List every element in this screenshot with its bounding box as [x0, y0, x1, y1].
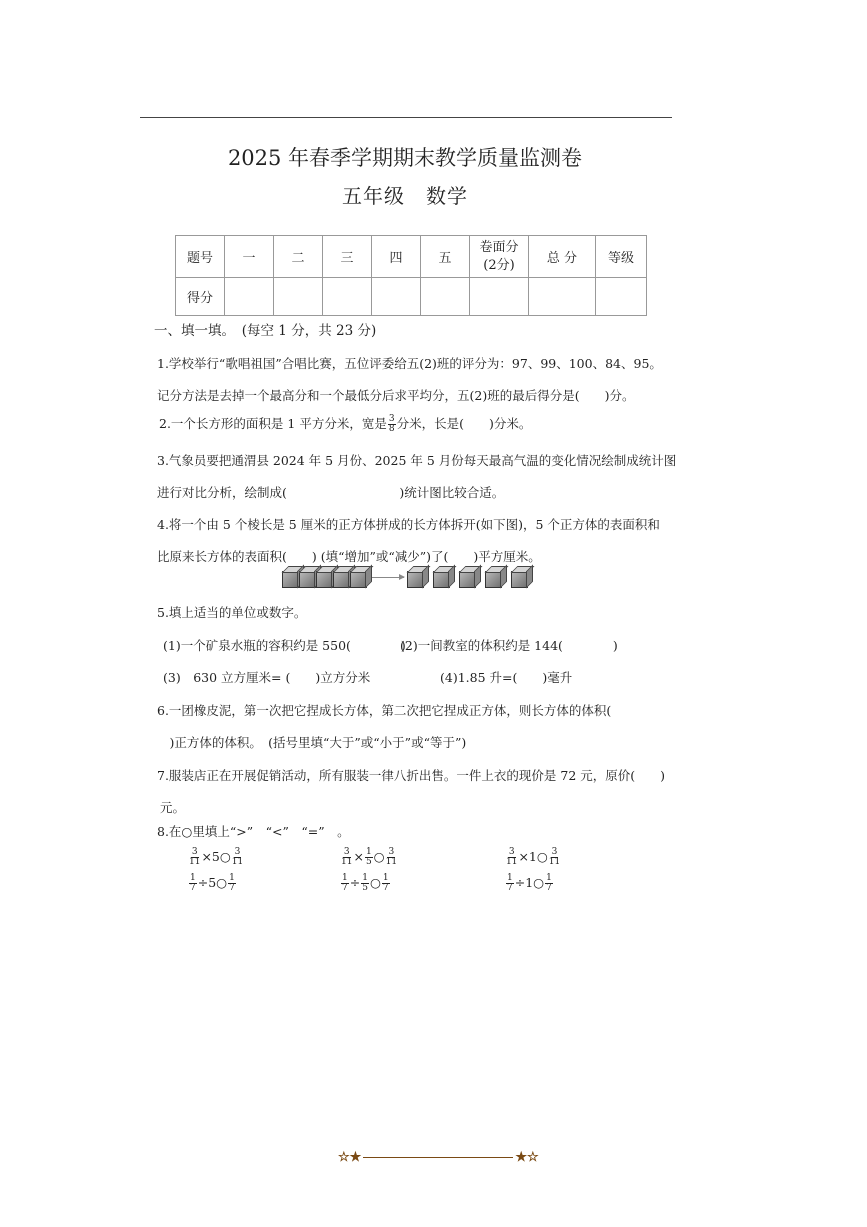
frac-den: 11	[506, 857, 518, 867]
question-4-line-1: 4.将一个由 5 个棱长是 5 厘米的正方体拼成的长方体拆开(如下图)，5 个正方体的表面积和	[157, 517, 660, 532]
score-blank	[470, 278, 529, 316]
question-5-part-1: (1)一个矿泉水瓶的容积约是 550( )	[163, 638, 406, 653]
frac-den: 7	[546, 883, 552, 893]
frac-num: 3	[551, 847, 558, 857]
score-table-score-row	[176, 278, 647, 316]
compare-r1-c3	[505, 848, 561, 867]
score-blank	[274, 278, 323, 316]
question-7-line-2: 元。	[160, 800, 186, 815]
cell-q1: 一	[225, 236, 274, 278]
frac-den: 7	[229, 883, 235, 893]
compare-r1-c1	[188, 848, 244, 867]
score-table-header-row	[176, 236, 647, 278]
cell-q3: 三	[323, 236, 372, 278]
compare-op: ÷5○	[197, 875, 228, 890]
compare-op: ○	[373, 849, 385, 864]
fraction	[506, 874, 514, 893]
compare-op: ×5○	[201, 849, 231, 864]
question-5-part-4: (4)1.85 升=( )毫升	[440, 670, 573, 685]
question-6-line-2: )正方体的体积。 (括号里填“大于”或“小于”或“等于”)	[157, 735, 467, 750]
frac-den: 7	[190, 883, 196, 893]
cube-icon	[433, 571, 450, 588]
question-6-line-1: 6.一团橡皮泥，第一次把它捏成长方体，第二次把它捏成正方体，则长方体的体积(	[157, 703, 612, 718]
question-2	[159, 414, 531, 434]
question-5: 5.填上适当的单位或数字。	[157, 605, 307, 620]
compare-r1-c2	[340, 848, 398, 867]
compare-op: ×	[353, 849, 364, 864]
fraction	[189, 874, 197, 893]
fraction	[549, 848, 560, 867]
cube-icon	[459, 571, 476, 588]
star-icon: ★☆	[515, 1150, 539, 1165]
juanmian-points: (2分)	[483, 257, 515, 273]
frac-num: 1	[229, 873, 235, 883]
frac-den: 11	[189, 857, 201, 867]
fraction	[365, 848, 373, 867]
score-blank	[372, 278, 421, 316]
fraction	[545, 874, 553, 893]
separated-cubes-figure	[407, 565, 528, 589]
fraction	[386, 848, 397, 867]
cube-icon	[299, 571, 316, 588]
q2-text-post: 分米，长是( )分米。	[396, 416, 532, 431]
cube-icon	[485, 571, 502, 588]
question-3-line-1: 3.气象员要把通渭县 2024 年 5 月份、2025 年 5 月份每天最高气温的变化情况绘制成统计图	[157, 453, 677, 468]
compare-op: ÷1○	[514, 875, 545, 890]
score-blank	[529, 278, 596, 316]
fraction	[228, 874, 236, 893]
frac-num: 1	[365, 847, 372, 857]
cell-q2: 二	[274, 236, 323, 278]
frac-num: 3	[191, 847, 198, 857]
frac-num: 1	[382, 873, 389, 883]
cube-icon	[511, 571, 528, 588]
fraction	[189, 848, 200, 867]
question-8: 8.在○里填上“>” “<” “=” 。	[157, 824, 350, 839]
frac-num: 3	[388, 414, 395, 424]
page-title: 2025 年春季学期期末教学质量监测卷	[227, 146, 583, 170]
cuboid-figure	[282, 565, 367, 589]
question-4-line-2: 比原来长方体的表面积( ) (填“增加”或“减少”)了( )平方厘米。	[157, 549, 541, 564]
cell-q4: 四	[372, 236, 421, 278]
compare-r2-c1	[188, 874, 237, 893]
score-blank	[323, 278, 372, 316]
fraction	[506, 848, 517, 867]
frac-den: 5	[365, 857, 372, 867]
compare-op: ÷	[349, 875, 361, 890]
question-3-line-2: 进行对比分析，绘制成( )统计图比较合适。	[157, 485, 505, 500]
fraction	[232, 848, 243, 867]
frac-num: 3	[234, 847, 241, 857]
frac-num: 3	[508, 847, 515, 857]
question-7-line-1: 7.服装店正在开展促销活动，所有服装一律八折出售。一件上衣的现价是 72 元，原价( )	[157, 768, 666, 783]
q2-text-pre: 2.一个长方形的面积是 1 平方分米，宽是	[159, 416, 387, 431]
compare-op: ○	[369, 875, 381, 890]
cell-total: 总 分	[529, 236, 596, 278]
cell-defen: 得分	[176, 278, 225, 316]
frac-num: 1	[507, 873, 513, 883]
cell-juanmian	[470, 236, 529, 278]
frac-num: 1	[190, 873, 196, 883]
cell-tihao: 题号	[176, 236, 225, 278]
section-heading: 一、填一填。 (每空 1 分，共 23 分)	[154, 323, 377, 339]
star-icon: ☆★	[338, 1150, 362, 1165]
compare-r2-c2	[340, 874, 391, 893]
frac-num: 1	[546, 873, 552, 883]
frac-den: 7	[382, 883, 389, 893]
question-1-line-1: 1.学校举行“歌唱祖国”合唱比赛，五位评委给五(2)班的评分为：97、99、100、84、95。	[157, 356, 662, 371]
frac-den: 11	[548, 857, 561, 867]
page-subtitle: 五年级 数学	[342, 184, 468, 208]
frac-den: 11	[231, 857, 244, 867]
cube-icon	[282, 571, 299, 588]
cell-grade: 等级	[596, 236, 647, 278]
fraction-3-8	[388, 415, 396, 434]
arrow-icon	[372, 577, 404, 578]
frac-num: 3	[343, 847, 350, 857]
frac-num: 3	[388, 847, 395, 857]
cube-icon	[350, 571, 367, 588]
frac-den: 5	[362, 883, 368, 893]
fraction	[341, 848, 352, 867]
header-rule	[140, 117, 672, 118]
juanmian-label: 卷面分	[479, 239, 519, 255]
cube-icon	[407, 571, 424, 588]
fraction	[382, 874, 390, 893]
fraction	[361, 874, 369, 893]
cube-icon	[333, 571, 350, 588]
fraction	[341, 874, 349, 893]
footer-ornament	[338, 1150, 539, 1165]
frac-den: 7	[507, 883, 513, 893]
compare-r2-c3	[505, 874, 554, 893]
score-blank	[596, 278, 647, 316]
frac-den: 11	[385, 857, 398, 867]
score-blank	[225, 278, 274, 316]
cell-q5: 五	[421, 236, 470, 278]
frac-num: 1	[362, 873, 368, 883]
question-5-part-3: (3) 630 立方厘米= ( )立方分米	[163, 670, 371, 685]
frac-num: 1	[342, 873, 348, 883]
frac-den: 7	[342, 883, 348, 893]
frac-den: 11	[341, 857, 353, 867]
score-table	[175, 235, 647, 316]
compare-op: ×1○	[518, 849, 548, 864]
cube-icon	[316, 571, 333, 588]
score-blank	[421, 278, 470, 316]
frac-den: 8	[388, 424, 395, 434]
question-5-part-2: (2)一间教室的体积约是 144( )	[400, 638, 618, 653]
footer-divider	[363, 1157, 513, 1158]
question-1-line-2: 记分方法是去掉一个最高分和一个最低分后求平均分，五(2)班的最后得分是( )分。	[157, 388, 635, 403]
